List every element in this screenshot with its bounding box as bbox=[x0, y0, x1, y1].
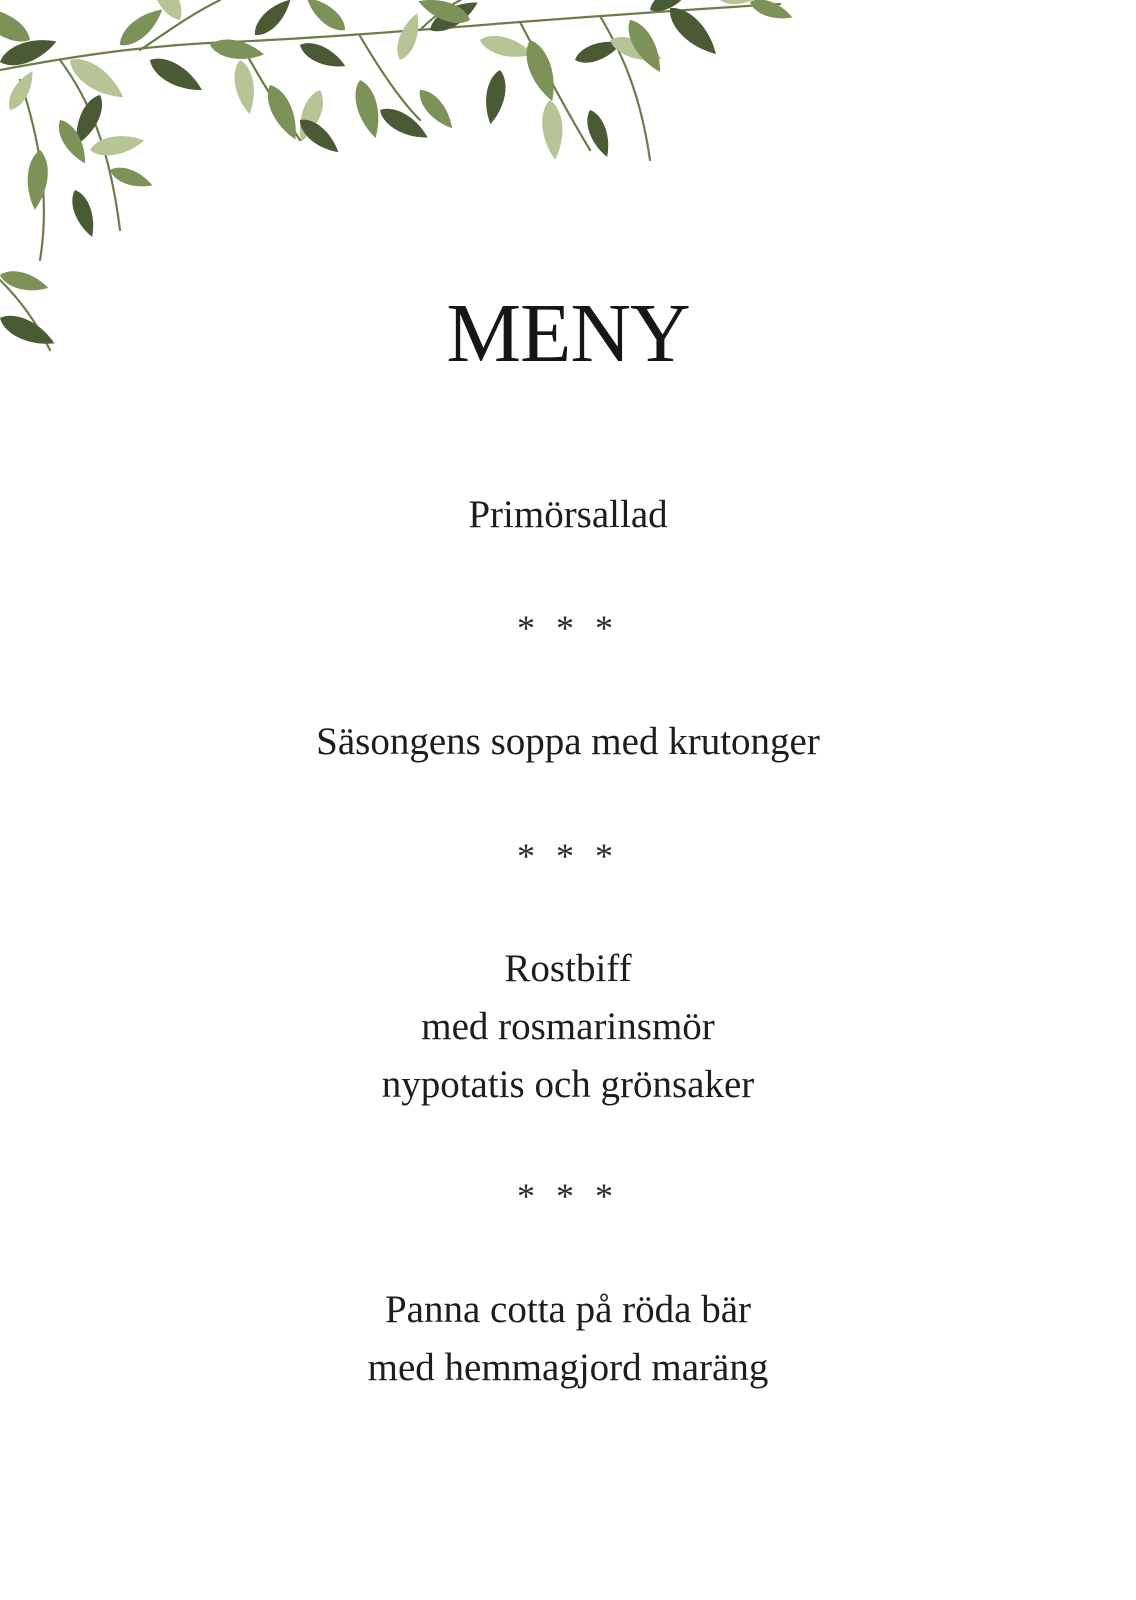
course-line: nypotatis och grönsaker bbox=[381, 1063, 755, 1106]
course-line: med hemmagjord maräng bbox=[367, 1346, 769, 1389]
course-separator: * * * bbox=[517, 836, 619, 876]
course-soup bbox=[0, 713, 1136, 771]
course-starter bbox=[0, 486, 1136, 544]
course-line: med rosmarinsmör bbox=[421, 1005, 715, 1048]
course-line: Rostbiff bbox=[504, 947, 632, 990]
course-main bbox=[0, 940, 1136, 1114]
course-line: Panna cotta på röda bär bbox=[384, 1288, 751, 1331]
course-line: Primörsallad bbox=[468, 493, 668, 536]
course-separator: * * * bbox=[517, 608, 619, 648]
course-line: Säsongens soppa med krutonger bbox=[316, 720, 820, 763]
course-separator: * * * bbox=[517, 1176, 619, 1216]
course-dessert bbox=[0, 1281, 1136, 1397]
menu-title: MENY bbox=[446, 287, 690, 380]
